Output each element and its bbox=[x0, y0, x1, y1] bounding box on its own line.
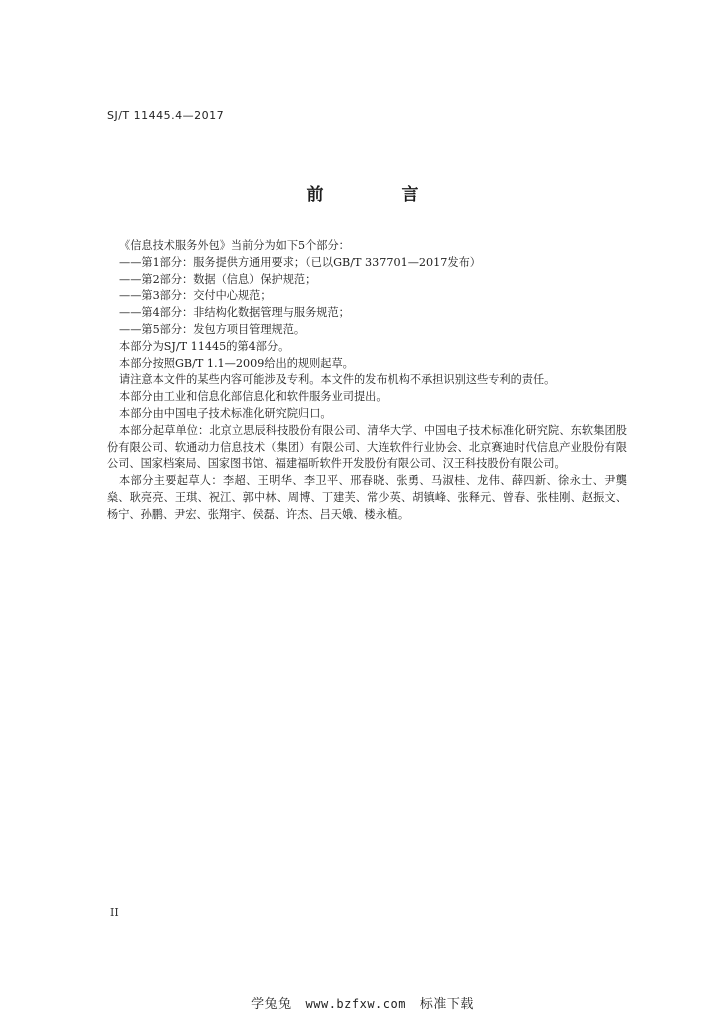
page-number: II bbox=[110, 906, 119, 919]
paragraph-part-number: 本部分为SJ/T 11445的第4部分。 bbox=[119, 339, 290, 353]
watermark-tagline: 标准下载 bbox=[419, 997, 474, 1012]
paragraph-proposed-by: 本部分由工业和信息化部信息化和软件服务业司提出。 bbox=[119, 390, 388, 404]
paragraph-drafting-units: 本部分起草单位：北京立思辰科技股份有限公司、清华大学、中国电子技术标准化研究院、东软集团股份有限公司、软通动力信息技术（集团）有限公司、大连软件行业协会、北京赛迪时代信息产业股份有限公司、国家档案局、国家图书馆、福建福昕软件开发股份有限公司、汉王科技股份有限公司。 bbox=[107, 423, 627, 471]
watermark-site-name: 学兔兔 bbox=[251, 997, 292, 1012]
paragraph-centralized-by: 本部分由中国电子技术标准化研究院归口。 bbox=[119, 406, 332, 420]
watermark bbox=[0, 993, 725, 1012]
list-item-part-3: ——第3部分：交付中心规范； bbox=[119, 289, 272, 303]
paragraph-drafters: 本部分主要起草人：李超、王明华、李卫平、邢春晓、张勇、马淑桂、龙伟、薛四新、徐永士、尹龑燊、耿亮亮、王琪、祝江、郭中林、周博、丁建芙、常少英、胡镇峰、张释元、曾春、张桂刚、赵振文、杨宁、孙鹏、尹宏、张翔宇、侯磊、许杰、吕天娥、楼永植。 bbox=[107, 474, 627, 521]
paragraph-intro: 《信息技术服务外包》当前分为如下5个部分： bbox=[119, 239, 350, 252]
list-item-part-2: ——第2部分：数据（信息）保护规范； bbox=[119, 272, 317, 286]
list-item-part-4: ——第4部分：非结构化数据管理与服务规范； bbox=[119, 306, 350, 320]
foreword-body bbox=[107, 238, 627, 524]
paragraph-drafting-rules: 本部分按照GB/T 1.1—2009给出的规则起草。 bbox=[119, 356, 354, 370]
paragraph-patent-notice: 请注意本文件的某些内容可能涉及专利。本文件的发布机构不承担识别这些专利的责任。 bbox=[119, 373, 556, 387]
list-item-part-5: ——第5部分：发包方项目管理规范。 bbox=[119, 322, 306, 336]
list-item-part-1: ——第1部分：服务提供方通用要求；（已以GB/T 337701—2017发布） bbox=[119, 255, 481, 269]
watermark-url[interactable]: www.bzfxw.com bbox=[305, 997, 406, 1011]
document-code: SJ/T 11445.4—2017 bbox=[107, 109, 225, 122]
page-title: 前 言 bbox=[306, 185, 455, 205]
